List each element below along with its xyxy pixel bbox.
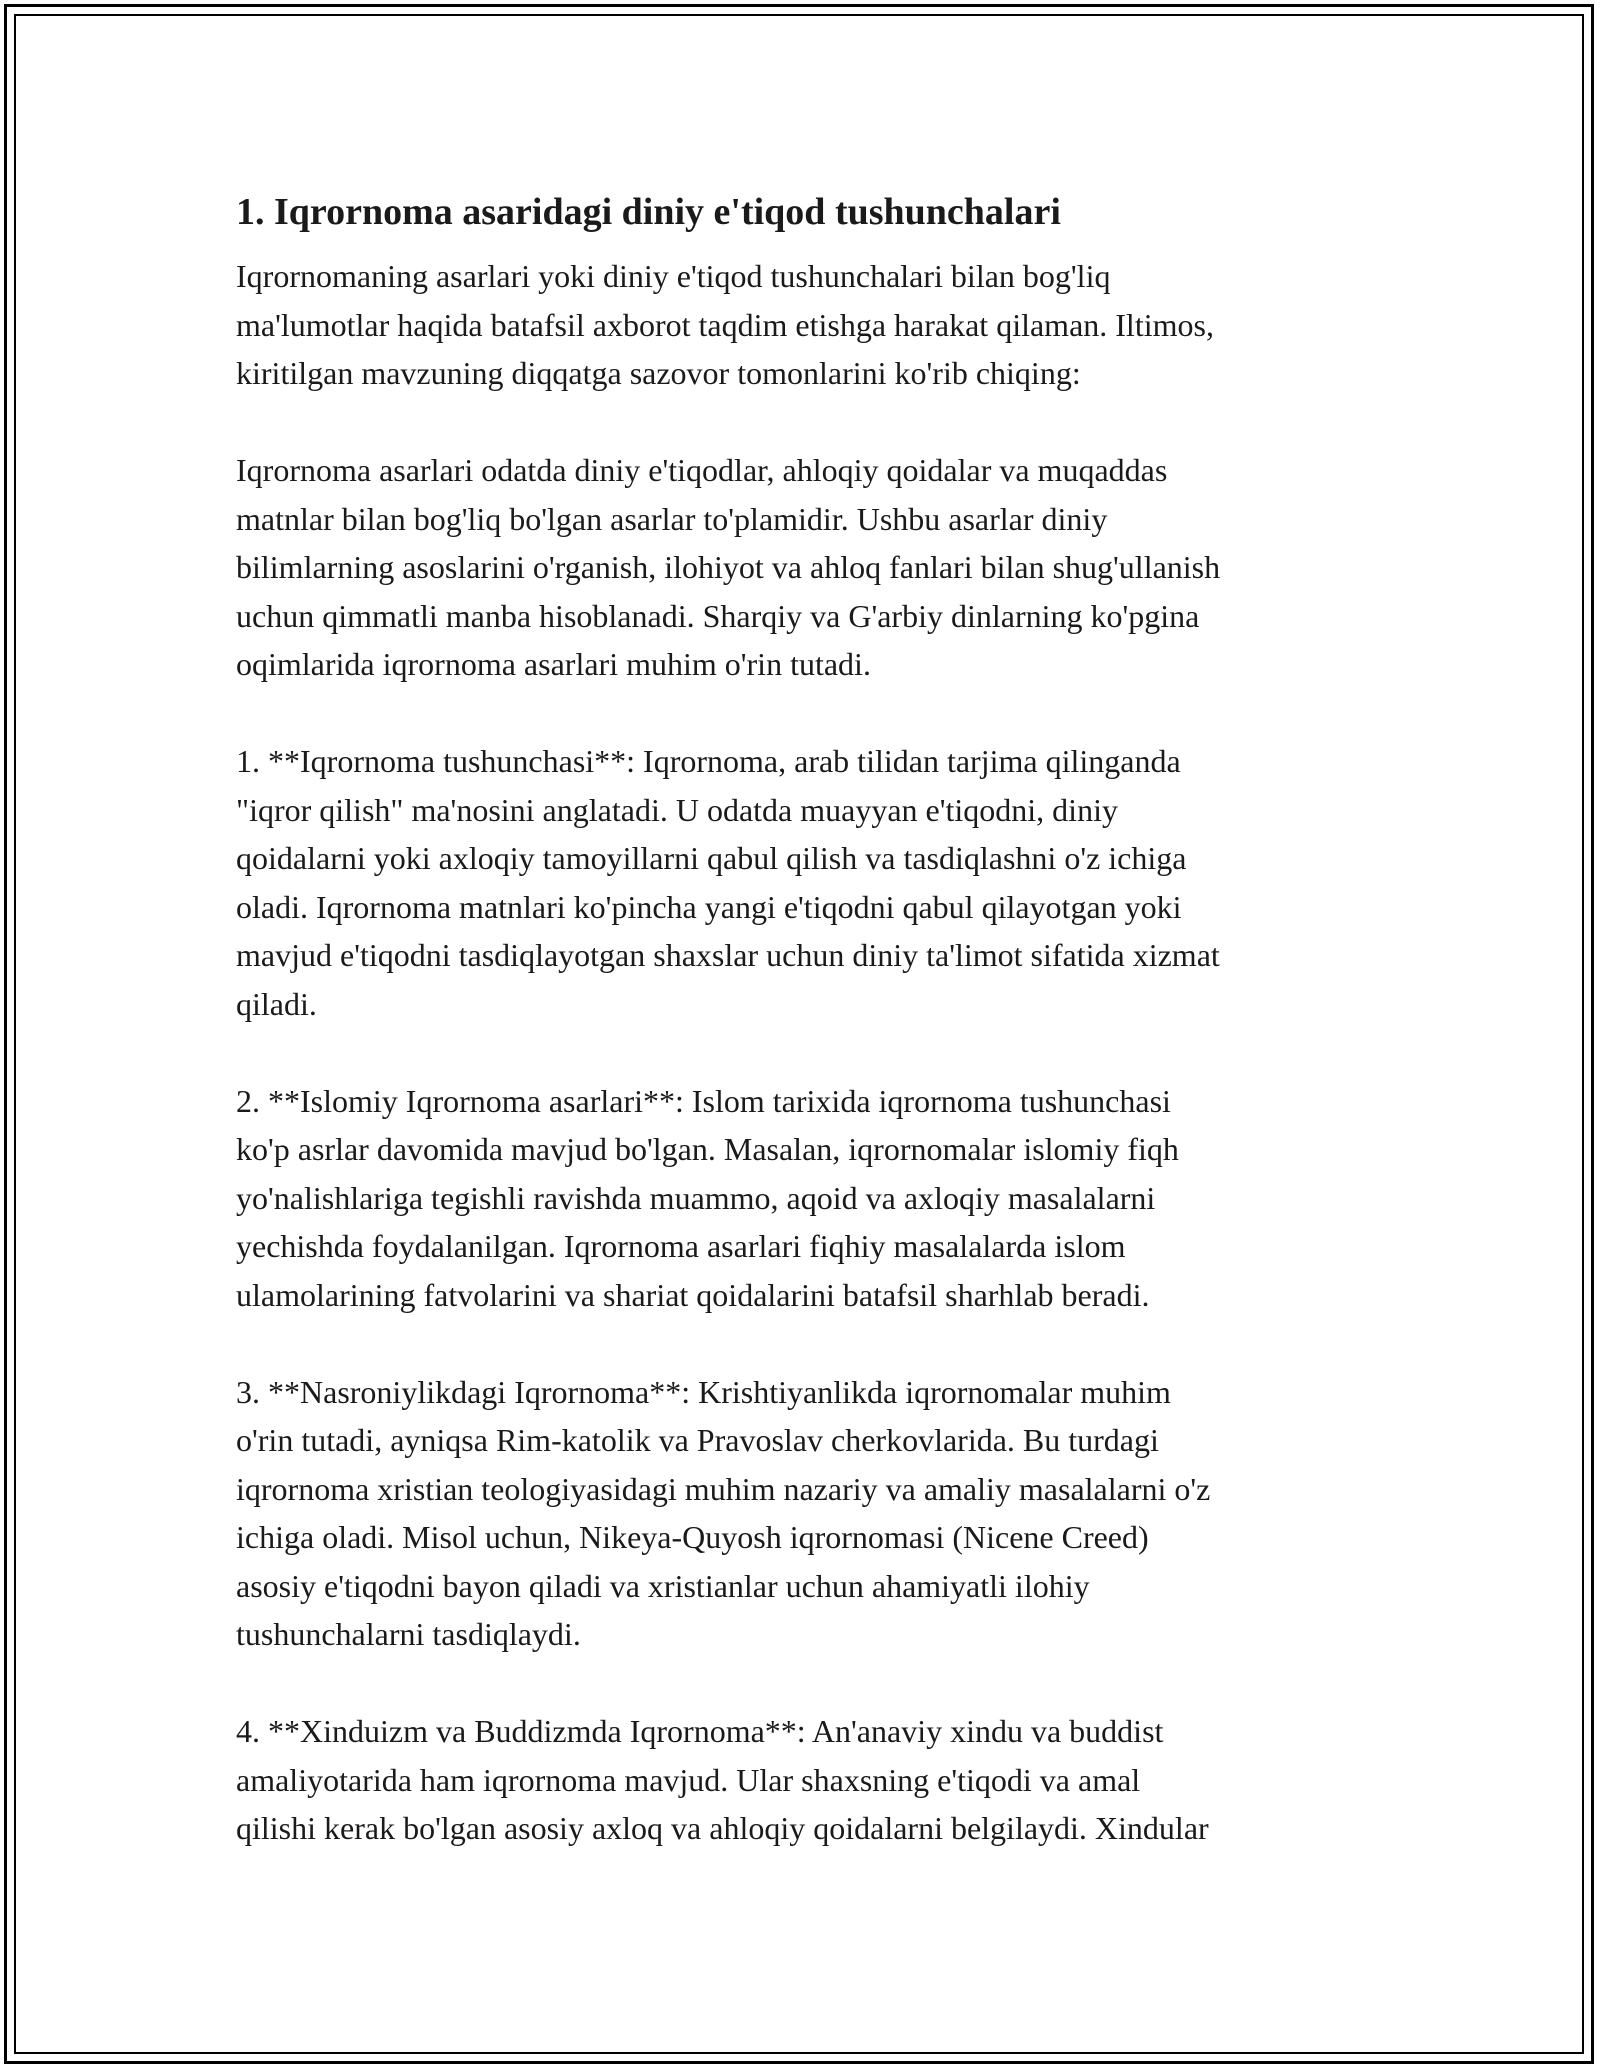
paragraph-item-2 <box>236 1077 1376 1320</box>
text-line: amaliyotarida ham iqrornoma mavjud. Ular shaxsning e'tiqodi va amal <box>236 1761 1141 1798</box>
paragraph-item-3 <box>236 1368 1376 1659</box>
text-line: Iqrornomaning asarlari yoki diniy e'tiqod tushunchalari bilan bog'liq <box>236 258 1111 294</box>
text-line: yechishda foydalanilgan. Iqrornoma asarlari fiqhiy masalalarda islom <box>236 1228 1126 1264</box>
text-line: 3. **Nasroniylikdagi Iqrornoma**: Krishtiyanlikda iqrornomalar muhim <box>236 1373 1171 1410</box>
text-line: qoidalarni yoki axloqiy tamoyillarni qabul qilish va tasdiqlashni o'z ichiga <box>236 840 1187 876</box>
text-line: 4. **Xinduizm va Buddizmda Iqrornoma**: An'anaviy xindu va buddist <box>236 1713 1164 1749</box>
paragraph-item-1 <box>236 737 1376 1028</box>
text-line: "iqror qilish" ma'nosini anglatadi. U odatda muayyan e'tiqodni, diniy <box>236 791 1118 828</box>
paragraph-intro <box>236 252 1376 398</box>
text-line: ulamolarining fatvolarini va shariat qoidalarini batafsil sharhlab beradi. <box>236 1276 1150 1313</box>
text-line: Iqrornoma asarlari odatda diniy e'tiqodlar, ahloqiy qoidalar va muqaddas <box>236 452 1168 488</box>
document-body <box>236 184 1376 1901</box>
text-line: oladi. Iqrornoma matnlari ko'pincha yangi e'tiqodni qabul qilayotgan yoki <box>236 888 1182 925</box>
text-line: qilishi kerak bo'lgan asosiy axloq va ahloqiy qoidalarni belgilaydi. Xindular <box>236 1810 1209 1846</box>
text-line: bilimlarning asoslarini o'rganish, ilohiyot va ahloq fanlari bilan shug'ullanish <box>236 549 1221 585</box>
text-line: asosiy e'tiqodni bayon qiladi va xristianlar uchun ahamiyatli ilohiy <box>236 1567 1090 1604</box>
text-line: ko'p asrlar davomida mavjud bo'lgan. Masalan, iqrornomalar islomiy fiqh <box>236 1131 1179 1167</box>
paragraph-item-4 <box>236 1707 1376 1853</box>
text-line: o'rin tutadi, ayniqsa Rim-katolik va Pravoslav cherkovlarida. Bu turdagi <box>236 1422 1159 1458</box>
text-line: 2. **Islomiy Iqrornoma asarlari**: Islom tarixida iqrornoma tushunchasi <box>236 1082 1171 1119</box>
text-line: yo'nalishlariga tegishli ravishda muammo, aqoid va axloqiy masalalarni <box>236 1179 1156 1216</box>
text-line: tushunchalarni tasdiqlaydi. <box>236 1616 581 1652</box>
document-title: 1. Iqrornoma asaridagi diniy e'tiqod tushunchalari <box>236 191 1061 233</box>
text-line: mavjud e'tiqodni tasdiqlayotgan shaxslar uchun diniy ta'limot sifatida xizmat <box>236 937 1220 973</box>
text-line: qiladi. <box>236 985 317 1022</box>
text-line: oqimlarida iqrornoma asarlari muhim o'rin tutadi. <box>236 646 871 682</box>
text-line: 1. **Iqrornoma tushunchasi**: Iqrornoma, arab tilidan tarjima qilinganda <box>236 743 1181 779</box>
text-line: kiritilgan mavzuning diqqatga sazovor tomonlarini ko'rib chiqing: <box>236 355 1081 391</box>
text-line: matnlar bilan bog'liq bo'lgan asarlar to'plamidir. Ushbu asarlar diniy <box>236 500 1108 537</box>
text-line: ma'lumotlar haqida batafsil axborot taqdim etishga harakat qilaman. Iltimos, <box>236 306 1214 343</box>
text-line: uchun qimmatli manba hisoblanadi. Sharqiy va G'arbiy dinlarning ko'pgina <box>236 597 1200 634</box>
text-line: iqrornoma xristian teologiyasidagi muhim nazariy va amaliy masalalarni o'z <box>236 1470 1211 1507</box>
paragraph-overview <box>236 446 1376 689</box>
text-line: ichiga oladi. Misol uchun, Nikeya-Quyosh iqrornomasi (Nicene Creed) <box>236 1519 1149 1555</box>
